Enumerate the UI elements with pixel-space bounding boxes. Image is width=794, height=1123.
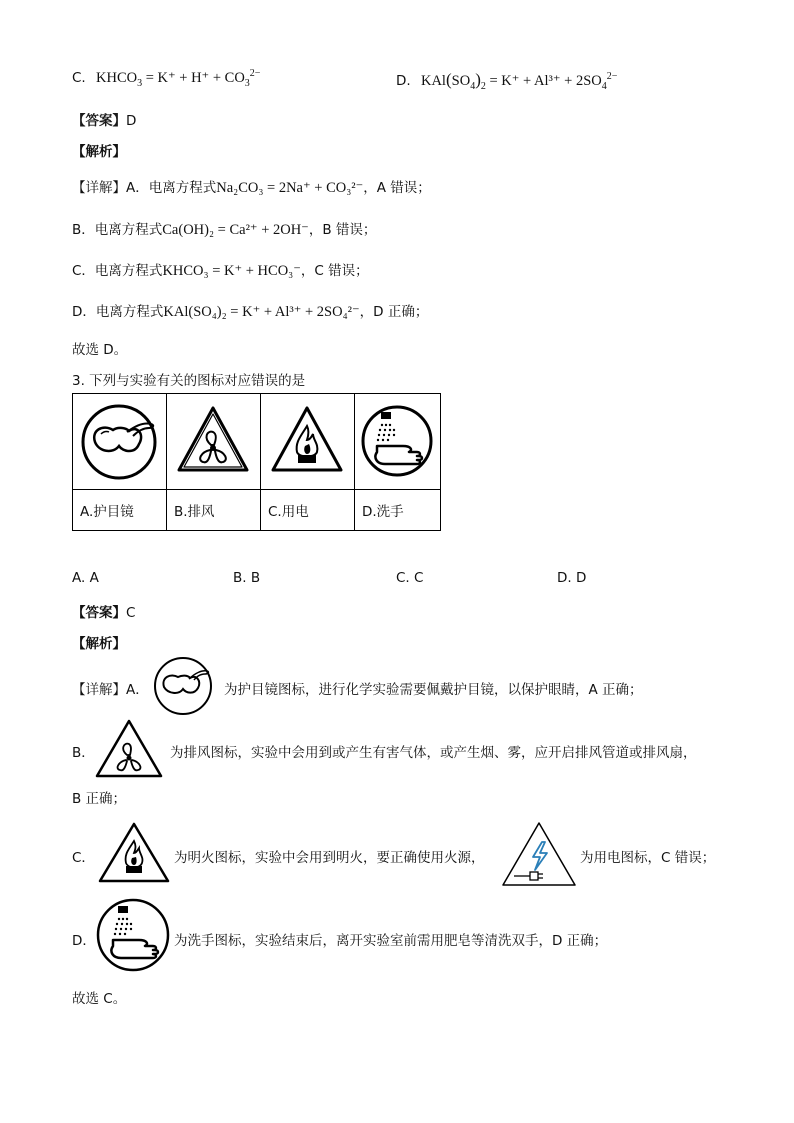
q2-detail-c — [72, 259, 369, 280]
q3-detail-c-letter: C． — [72, 850, 95, 866]
detail-a-letter: A． — [126, 682, 149, 698]
choice-d: D. D — [557, 570, 587, 586]
electricity-icon — [500, 820, 578, 888]
choice-a: A. A — [72, 570, 99, 586]
cell-ventilation — [167, 394, 261, 490]
q3-detail-a-prefix — [72, 678, 149, 698]
q2-detail-b — [72, 218, 376, 239]
icon-table — [72, 393, 441, 531]
label-flame: C.用电 — [261, 490, 355, 531]
q3-detail-c-text1: 为明火图标，实验中会用到明火，要正确使用火源， — [174, 850, 485, 866]
label-goggles: A.护目镜 — [73, 490, 167, 531]
q3-detail-a-text: 为护目镜图标，进行化学实验需要佩戴护目镜，以保护眼睛，A 正确； — [224, 682, 643, 698]
cell-handwash — [355, 394, 441, 490]
flame-icon — [261, 394, 354, 489]
detail-prefix: 【详解】 — [72, 180, 126, 196]
q3-detail-c-text2: 为用电图标，C 错误； — [580, 850, 716, 866]
detail-a-result: ，A 错误； — [363, 180, 431, 196]
detail-c-text: C．电离方程式 — [72, 263, 163, 279]
cell-goggles — [73, 394, 167, 490]
q3-conclusion: 故选 C。 — [72, 991, 127, 1007]
handwash-icon — [355, 394, 440, 489]
option-c-formula-lhs: $KHCO_3$ — [96, 70, 143, 89]
flame-icon — [96, 821, 172, 885]
q3-answer — [72, 601, 135, 621]
option-d-letter: D. — [396, 73, 411, 89]
q3-detail-d-text: 为洗手图标，实验结束后，离开实验室前需用肥皂等清洗双手，D 正确； — [174, 933, 608, 949]
q3-stem: 3. 下列与实验有关的图标对应错误的是 — [72, 373, 306, 389]
handwash-icon — [95, 897, 171, 973]
detail-d-result: ，D 正确； — [359, 304, 429, 320]
q3-detail-d-letter: D． — [72, 933, 96, 949]
detail-a-text: A．电离方程式 — [126, 180, 217, 196]
detail-c-formula: KHCO₃ = K⁺ + HCO₃⁻ — [162, 263, 301, 279]
cell-flame — [261, 394, 355, 490]
detail-prefix: 【详解】 — [72, 682, 126, 698]
q2-conclusion: 故选 D。 — [72, 342, 128, 358]
option-c-formula-rhs: = $K^+ + H^+ + CO_3^{2-}$ — [145, 68, 261, 89]
q2-answer — [72, 109, 136, 129]
option-c-letter: C. — [72, 70, 86, 86]
choice-c: C. C — [396, 570, 424, 586]
goggles-icon — [73, 394, 166, 489]
choice-b: B. B — [233, 570, 261, 586]
detail-d-text: D．电离方程式 — [72, 304, 164, 320]
q3-detail-b-letter: B． — [72, 745, 95, 761]
option-c — [72, 70, 260, 87]
q3-detail-b-text: 为排风图标，实验中会用到或产生有害气体，或产生烟、雾，应开启排风管道或排风扇， — [170, 745, 697, 761]
q3-analysis-label: 【解析】 — [72, 636, 126, 652]
q2-detail-d — [72, 300, 428, 321]
goggles-icon — [152, 655, 214, 717]
detail-b-result: ，B 错误； — [308, 222, 377, 238]
q2-analysis-label: 【解析】 — [72, 144, 126, 160]
option-d — [396, 70, 617, 90]
label-handwash: D.洗手 — [355, 490, 441, 531]
detail-a-formula: Na₂CO₃ = 2Na⁺ + CO₃²⁻ — [216, 180, 364, 196]
label-ventilation: B.排风 — [167, 490, 261, 531]
answer-label: 【答案】 — [72, 605, 126, 621]
detail-c-result: ，C 错误； — [300, 263, 369, 279]
q3-detail-b-cont: B 正确； — [72, 791, 127, 807]
detail-d-formula: KAl(SO₄)₂ = K⁺ + Al³⁺ + 2SO₄²⁻ — [163, 304, 360, 320]
answer-value: D — [126, 113, 137, 129]
detail-b-text: B．电离方程式 — [72, 222, 163, 238]
answer-value: C — [126, 605, 136, 621]
option-d-formula: $KAl(SO_4)_2 = K^+ + Al^{3+} + 2SO_4^{2-}$ — [420, 70, 618, 92]
answer-label: 【答案】 — [72, 113, 126, 129]
q2-detail-a — [72, 176, 431, 197]
detail-b-formula: Ca(OH)₂ = Ca²⁺ + 2OH⁻ — [162, 222, 309, 238]
ventilation-icon — [167, 394, 260, 489]
ventilation-icon — [94, 718, 164, 780]
